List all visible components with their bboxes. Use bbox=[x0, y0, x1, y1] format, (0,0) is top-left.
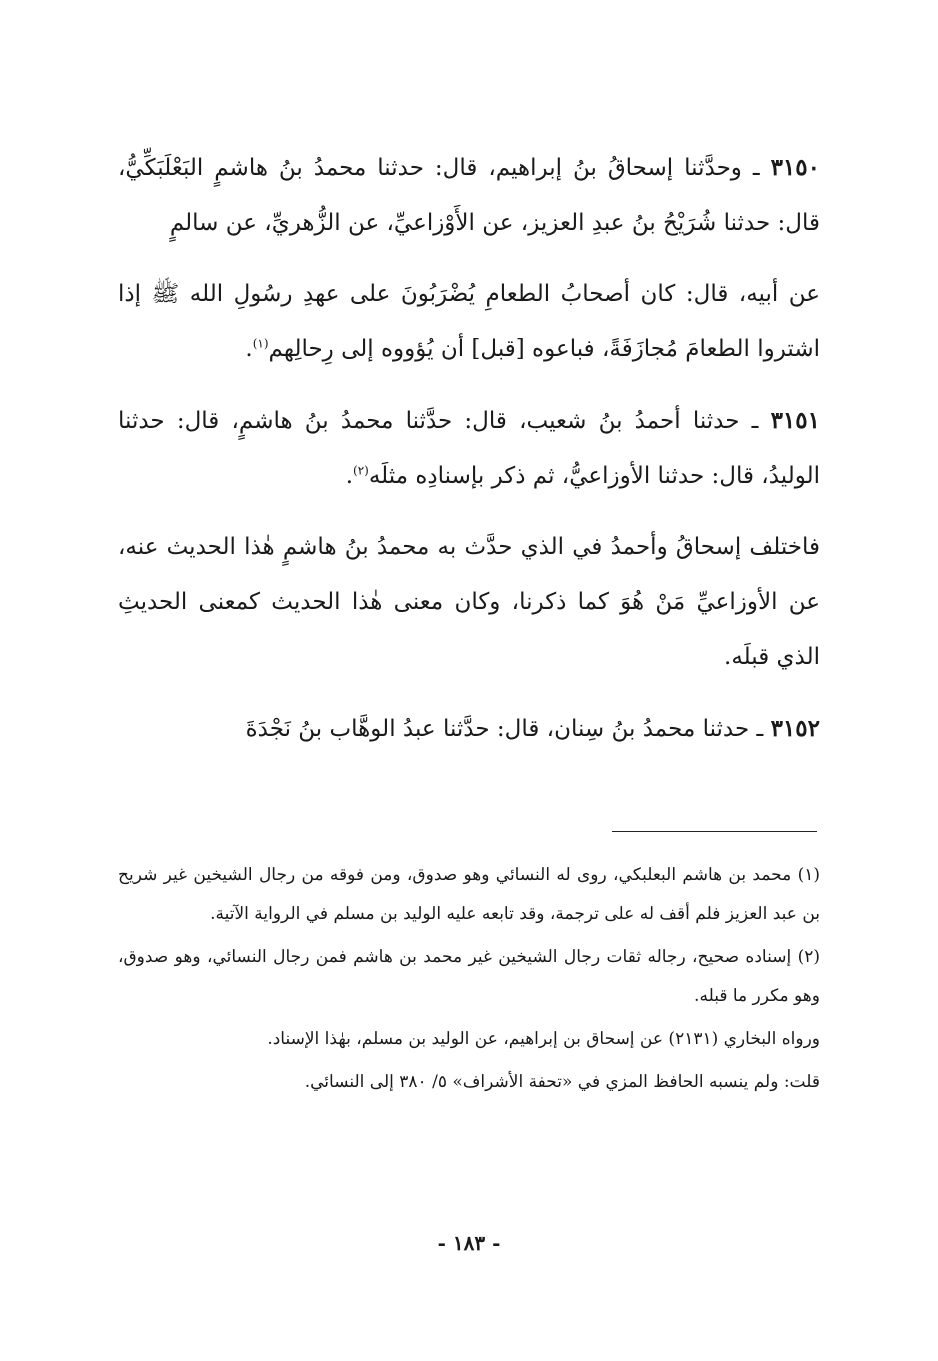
footnote-2-remark: قلت: ولم ينسبه الحافظ المزي في «تحفة الأشراف» ٥/ ٣٨٠ إلى النسائي. bbox=[304, 1072, 820, 1092]
main-text bbox=[118, 140, 820, 773]
hadith-3151 bbox=[118, 393, 820, 504]
hadith-number: ٣١٥٠ bbox=[770, 154, 820, 181]
footnotes bbox=[118, 856, 820, 1106]
page-number: - ١٨٣ - bbox=[437, 1231, 501, 1255]
commentary-text: فاختلف إسحاقُ وأحمدُ في الذي حدَّث به محمدُ بنُ هاشمٍ هٰذا الحديث عنه، عن الأوزاعيِّ مَنْ هُوَ كما ذكرنا، وكان معنى هٰذا الحديث كمعنى الحديثِ الذي قبلَه. bbox=[118, 534, 820, 670]
hadith-3152 bbox=[118, 701, 820, 757]
hadith-3150-matn bbox=[118, 267, 820, 377]
hadith-text: ـ حدثنا محمدُ بنُ سِنان، قال: حدَّثنا عبدُ الوهَّاب بنُ نَجْدَةَ bbox=[245, 716, 771, 742]
footnote-marker-1: (١) bbox=[252, 336, 269, 351]
footnote-2-continued: ورواه البخاري (٢١٣١) عن إسحاق بن إبراهيم، عن الوليد بن مسلم، بهٰذا الإسناد. bbox=[267, 1029, 820, 1049]
hadith-3150 bbox=[118, 140, 820, 251]
period: . bbox=[245, 336, 253, 362]
footnote-2: (٢) إسناده صحيح، رجاله ثقات رجال الشيخين غير محمد بن هاشم فمن رجال النسائي، وهو صدوق، وهو مكرر ما قبله. bbox=[118, 947, 820, 1006]
hadith-number: ٣١٥١ bbox=[770, 407, 820, 434]
period: . bbox=[345, 463, 354, 489]
commentary-paragraph bbox=[118, 520, 820, 685]
footnote-marker-2: (٢) bbox=[353, 463, 369, 478]
footnote-separator bbox=[612, 831, 817, 832]
hadith-text: ـ حدثنا أحمدُ بنُ شعيب، قال: حدَّثنا محمدُ بنُ هاشمٍ، قال: حدثنا الوليدُ، قال: حدثنا الأوزاعيُّ، ثم ذكر بإسنادِه مثلَه bbox=[118, 408, 820, 489]
hadith-text: ـ وحدَّثنا إسحاقُ بنُ إبراهيم، قال: حدثنا محمدُ بنُ هاشمٍ البَعْلَبَكِّيُّ، قال: حدثنا شُرَيْحُ بنُ عبدِ العزيز، عن الأَوْزاعيِّ، عن الزُّهريِّ، عن سالمٍ bbox=[118, 155, 820, 236]
hadith-number: ٣١٥٢ bbox=[770, 715, 820, 742]
footnote-1: (١) محمد بن هاشم البعلبكي، روى له النسائي وهو صدوق، ومن فوقه من رجال الشيخين غير شريح بن عبد العزيز فلم أقف له على ترجمة، وقد تابعه عليه الوليد بن مسلم في الرواية الآتية. bbox=[118, 865, 820, 924]
hadith-text: عن أبيه، قال: كان أصحابُ الطعامِ يُضْرَبُونَ على عهدِ رسُولِ الله ﷺ إذا اشتروا الطعامَ مُجازَفَةً، فباعوه [قبل] أن يُؤووه إلى رِحالِهم bbox=[118, 281, 820, 362]
